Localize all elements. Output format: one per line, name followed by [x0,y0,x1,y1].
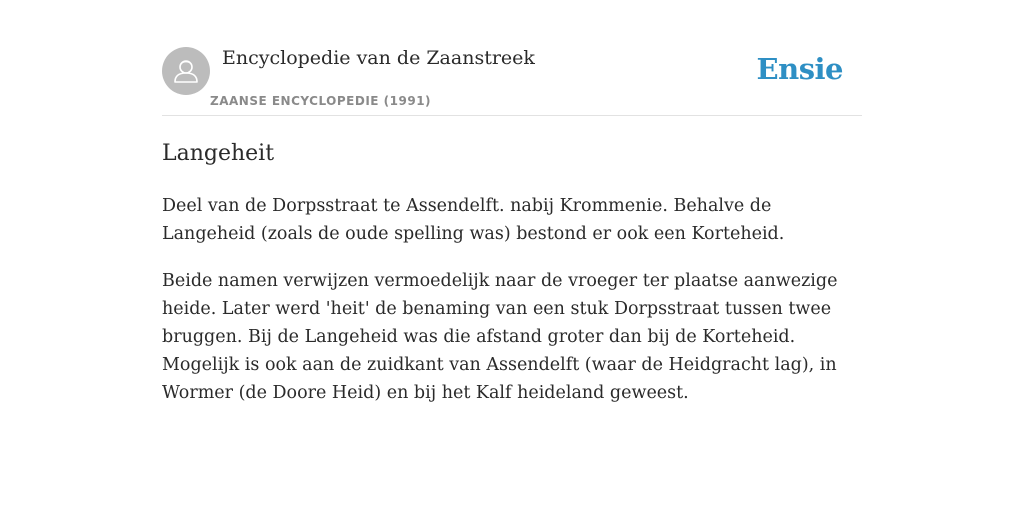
entry-paragraph-1: Deel van de Dorpsstraat te Assendelft. nabij Krommenie. Behalve de Langeheid (zoals de oude spelling was) bestond er ook een Korteheid. [162,196,785,244]
ensie-logo[interactable]: Ensie [756,52,843,86]
source-subtitle: ZAANSE ENCYCLOPEDIE (1991) [210,94,432,108]
source-header [162,0,862,116]
source-avatar[interactable] [162,47,210,95]
entry-title: Langeheit [162,141,275,166]
page-container [162,0,862,403]
source-title-link[interactable]: Encyclopedie van de Zaanstreek [222,47,535,69]
entry-paragraph-2: Beide namen verwijzen vermoedelijk naar de vroeger ter plaatse aanwezige heide. Later werd 'heit' de benaming van een stuk Dorpsstraat tussen twee bruggen. Bij de Langeheid was die afstand groter dan bij de Korteheid. Mogelijk is ook aan de zuidkant van Assendelft (waar de Heidgracht lag), in Wormer (de Doore Heid) en bij het Kalf heideland geweest. [162,271,838,403]
user-silhouette-icon [162,47,210,95]
